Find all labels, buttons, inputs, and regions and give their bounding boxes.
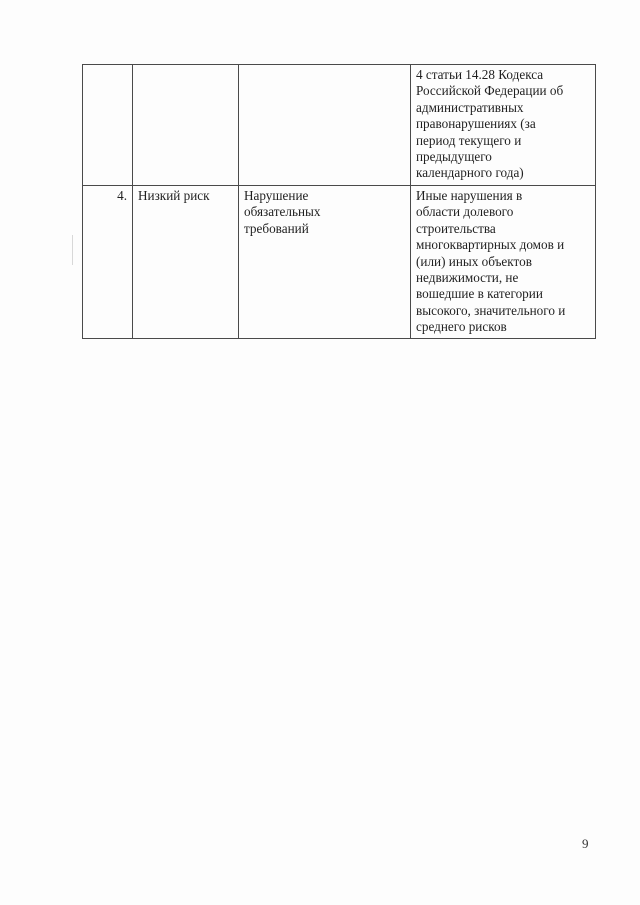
description-line: административных [416,99,524,115]
risk-category-cell [133,65,239,186]
description-line: недвижимости, не [416,270,519,286]
table-row [83,65,596,186]
description-line: высокого, значительного и [416,302,566,318]
description-line: предыдущего [416,149,492,165]
page-number: 9 [582,836,589,851]
description-line: период текущего и [416,132,522,148]
description-line: (или) иных объектов [416,253,532,269]
description-line: календарного года) [416,165,524,181]
description-line: Иные нарушения в [416,188,523,203]
description-line: Российской Федерации об [416,83,564,99]
table-row [83,186,596,339]
row-number-cell [83,65,133,186]
description-line: вошедшие в категории [416,286,543,302]
criterion-cell [239,65,411,186]
description-line: 4 статьи 14.28 Кодекса [416,67,544,82]
criterion-line: обязательных [244,204,321,220]
description-line: строительства [416,220,496,236]
scan-margin-mark [72,235,73,265]
risk-category-cell: Низкий риск [133,186,239,339]
risk-category-table [82,64,596,339]
description-line: правонарушениях (за [416,116,536,132]
description-line: области долевого [416,204,514,220]
description-cell [411,186,596,339]
criterion-line: Нарушение [244,188,309,203]
row-number-cell: 4. [83,186,133,339]
description-line: среднего рисков [416,319,507,335]
criterion-cell [239,186,411,339]
criterion-line: требований [244,220,309,236]
description-cell [411,65,596,186]
description-line: многоквартирных домов и [416,237,565,253]
